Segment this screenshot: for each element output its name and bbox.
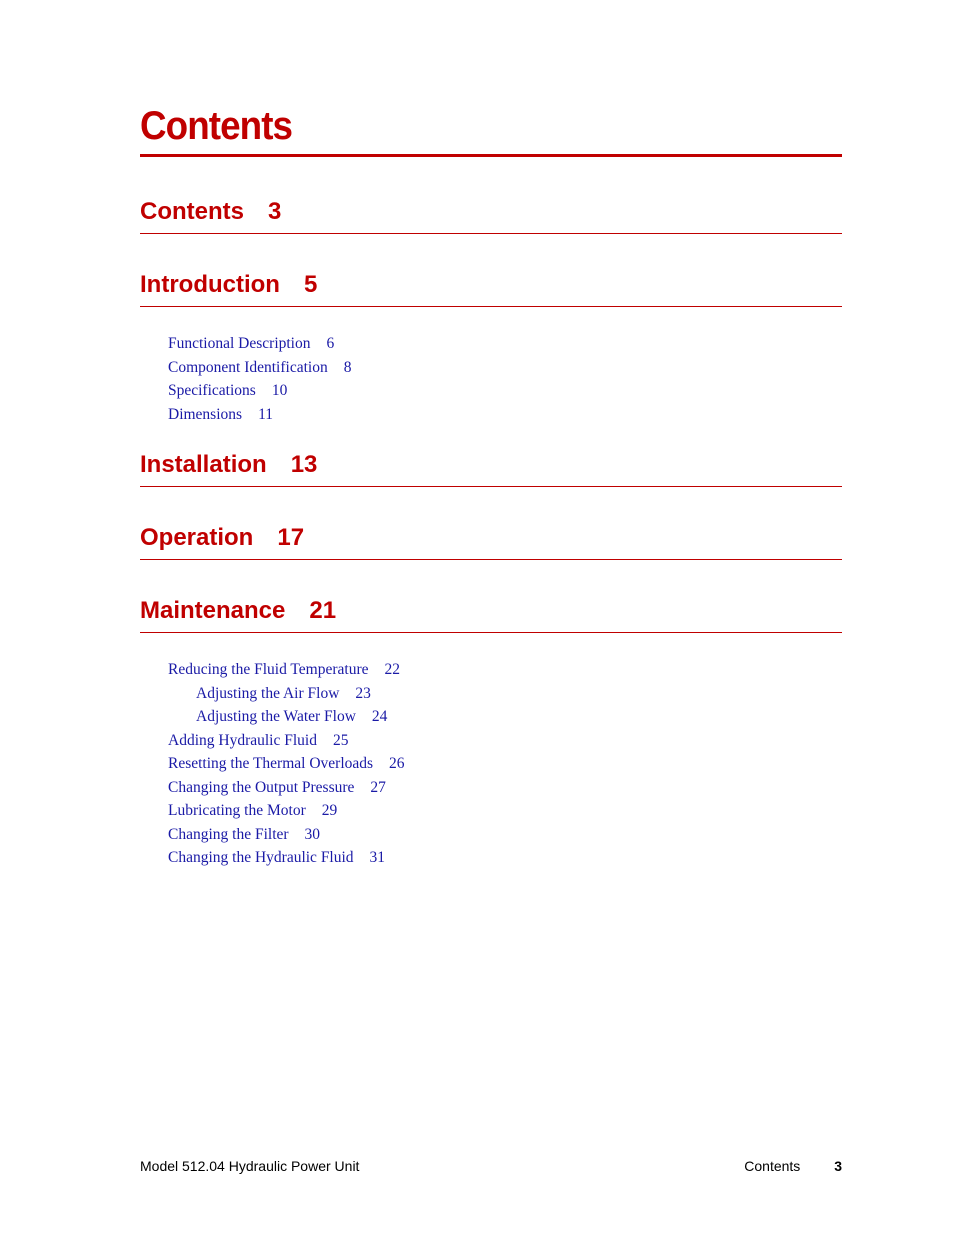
toc-entry-link[interactable]	[140, 729, 842, 753]
toc-entry-page: 31	[369, 849, 386, 866]
toc-entry-page: 10	[271, 382, 288, 399]
toc-chapter-link[interactable]	[140, 193, 842, 231]
toc-entry-page: 30	[304, 825, 321, 843]
toc-entry-page: 23	[355, 684, 371, 702]
toc-entry-title: Dimensions	[168, 405, 243, 423]
toc-entry-title: Reducing the Fluid Temperature	[168, 661, 369, 678]
toc-chapter-page: 3	[268, 198, 282, 225]
toc-chapter-link[interactable]	[140, 519, 842, 557]
toc-chapter-title: Introduction	[140, 271, 280, 298]
chapter-spacer	[140, 560, 842, 592]
toc-chapter-link[interactable]	[140, 446, 842, 484]
toc-entry-title: Functional Description	[168, 335, 311, 352]
toc-entry-title: Adjusting the Water Flow	[196, 708, 356, 725]
toc-entry-link[interactable]	[140, 776, 842, 800]
toc-chapter-title: Maintenance	[140, 597, 286, 624]
toc-entry-page: 27	[370, 778, 386, 796]
toc-entry-page: 26	[389, 755, 405, 772]
toc-entry-link[interactable]	[140, 846, 842, 870]
toc-entry-title: Component Identification	[168, 358, 328, 376]
toc-entry-list	[140, 307, 842, 446]
toc-entry-title: Changing the Hydraulic Fluid	[168, 849, 354, 866]
toc-chapter-page: 17	[277, 524, 305, 551]
toc-chapter-title: Contents	[140, 198, 244, 225]
toc-entry-page: 8	[343, 358, 352, 376]
toc-entry-link[interactable]	[140, 379, 842, 403]
toc-entry-link[interactable]	[140, 752, 842, 776]
toc-entry-page: 6	[326, 335, 335, 352]
toc-entry-page: 29	[321, 802, 338, 819]
toc-chapter-title: Operation	[140, 524, 254, 551]
chapter-spacer	[140, 234, 842, 266]
toc-entry-page: 22	[384, 661, 401, 678]
toc-chapter	[140, 266, 842, 446]
toc-chapter	[140, 446, 842, 519]
toc-entry-link[interactable]	[140, 705, 842, 729]
toc-chapter-page: 13	[290, 451, 318, 478]
toc-chapter	[140, 193, 842, 266]
toc-entry-title: Adding Hydraulic Fluid	[168, 731, 317, 749]
toc-entry-title: Changing the Filter	[168, 825, 289, 843]
page-title: Contents	[140, 104, 293, 148]
toc-entry-title: Adjusting the Air Flow	[196, 684, 340, 702]
toc-entry-title: Resetting the Thermal Overloads	[168, 755, 374, 772]
toc-chapter-page: 5	[303, 271, 318, 298]
toc-entry-title: Specifications	[168, 382, 256, 399]
toc-entry-link[interactable]	[140, 799, 842, 823]
toc-entry-page: 25	[332, 731, 349, 749]
toc-chapter-title: Installation	[140, 451, 267, 478]
toc-entry-link[interactable]	[140, 682, 842, 706]
footer-right	[744, 1158, 842, 1174]
toc-entry-title: Lubricating the Motor	[168, 802, 306, 819]
toc-chapter-page: 21	[309, 597, 337, 624]
table-of-contents	[140, 193, 842, 890]
toc-entry-title: Changing the Output Pressure	[168, 778, 355, 796]
toc-entry-link[interactable]	[140, 356, 842, 380]
toc-chapter-link[interactable]	[140, 592, 842, 630]
toc-entry-page: 24	[371, 708, 388, 725]
toc-entry-link[interactable]	[140, 403, 842, 427]
footer-section-name: Contents	[744, 1158, 801, 1174]
toc-entry-list	[140, 633, 842, 890]
toc-chapter	[140, 519, 842, 592]
toc-entry-link[interactable]	[140, 332, 842, 356]
toc-chapter	[140, 592, 842, 890]
footer-document-title: Model 512.04 Hydraulic Power Unit	[140, 1158, 360, 1174]
toc-entry-page: 11	[258, 405, 273, 423]
toc-entry-link[interactable]	[140, 823, 842, 847]
toc-chapter-link[interactable]	[140, 266, 842, 304]
chapter-spacer	[140, 487, 842, 519]
footer-page-number: 3	[834, 1158, 842, 1174]
toc-entry-link[interactable]	[140, 658, 842, 682]
page-footer	[140, 1158, 842, 1178]
title-rule	[140, 154, 842, 157]
